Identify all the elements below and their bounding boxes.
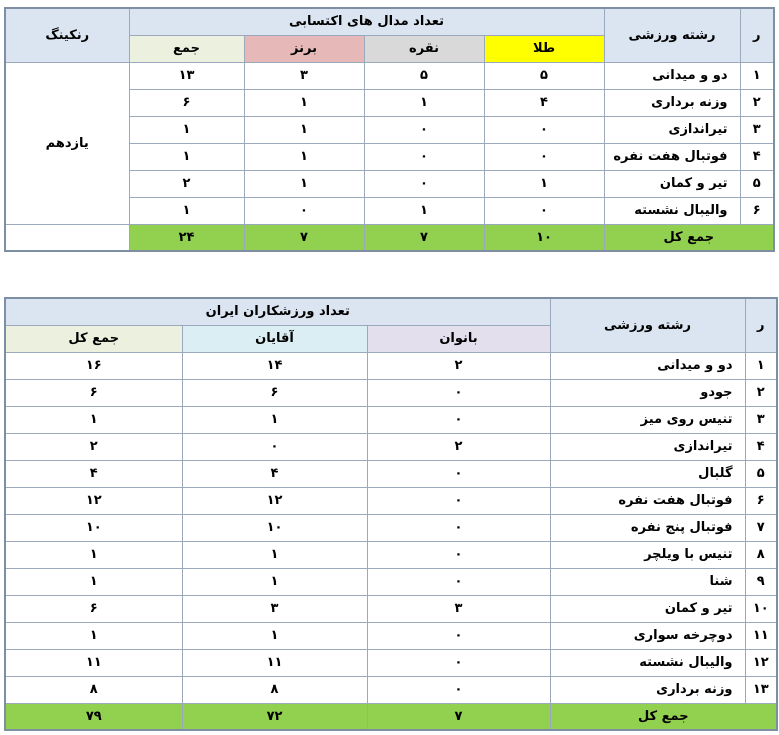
sum-header: جمع xyxy=(129,35,244,62)
sport-name: والیبال نشسته xyxy=(550,649,745,676)
bronze-count: ۱ xyxy=(244,116,364,143)
total-sum: ۲۴ xyxy=(129,224,244,251)
sum-count: ۱ xyxy=(5,541,182,568)
sum-count: ۶ xyxy=(5,595,182,622)
men-count: ۱ xyxy=(182,406,367,433)
sport-name: جودو xyxy=(550,379,745,406)
total-silver: ۷ xyxy=(364,224,484,251)
sport-name: تیر و کمان xyxy=(604,170,740,197)
index-header: ر xyxy=(740,8,774,62)
silver-count: ۵ xyxy=(364,62,484,89)
women-count: ۰ xyxy=(367,541,550,568)
women-count: ۰ xyxy=(367,622,550,649)
medals-group-header: تعداد مدال های اکتسابی xyxy=(129,8,604,35)
sum-count: ۱ xyxy=(5,622,182,649)
sport-name: تنیس روی میز xyxy=(550,406,745,433)
men-count: ۱۴ xyxy=(182,352,367,379)
sport-name: فوتبال هفت نفره xyxy=(604,143,740,170)
total-gold: ۱۰ xyxy=(484,224,604,251)
gold-count: ۰ xyxy=(484,143,604,170)
row-index: ۱ xyxy=(745,352,777,379)
silver-count: ۰ xyxy=(364,143,484,170)
women-count: ۰ xyxy=(367,676,550,703)
women-count: ۲ xyxy=(367,433,550,460)
table-row xyxy=(5,460,777,487)
bronze-count: ۳ xyxy=(244,62,364,89)
table-row xyxy=(5,541,777,568)
sum-count: ۸ xyxy=(5,676,182,703)
women-header: بانوان xyxy=(367,325,550,352)
row-index: ۳ xyxy=(740,116,774,143)
table-row xyxy=(5,514,777,541)
row-index: ۸ xyxy=(745,541,777,568)
sport-name: فوتبال پنج نفره xyxy=(550,514,745,541)
men-count: ۱ xyxy=(182,568,367,595)
men-count: ۸ xyxy=(182,676,367,703)
men-count: ۰ xyxy=(182,433,367,460)
total-sum: ۷۹ xyxy=(5,703,182,730)
women-count: ۰ xyxy=(367,406,550,433)
sum-header: جمع کل xyxy=(5,325,182,352)
silver-header: نقره xyxy=(364,35,484,62)
sum-count: ۱ xyxy=(129,197,244,224)
total-label: جمع کل xyxy=(550,703,777,730)
women-count: ۰ xyxy=(367,460,550,487)
women-count: ۰ xyxy=(367,487,550,514)
women-count: ۲ xyxy=(367,352,550,379)
sum-count: ۱۶ xyxy=(5,352,182,379)
sum-count: ۶ xyxy=(5,379,182,406)
row-index: ۶ xyxy=(745,487,777,514)
row-index: ۶ xyxy=(740,197,774,224)
women-count: ۳ xyxy=(367,595,550,622)
women-count: ۰ xyxy=(367,649,550,676)
row-index: ۳ xyxy=(745,406,777,433)
sport-name: دو و میدانی xyxy=(604,62,740,89)
sum-count: ۱۲ xyxy=(5,487,182,514)
row-index: ۱۲ xyxy=(745,649,777,676)
sum-count: ۴ xyxy=(5,460,182,487)
table-row xyxy=(5,622,777,649)
silver-count: ۰ xyxy=(364,170,484,197)
sum-count: ۱ xyxy=(129,143,244,170)
row-index: ۹ xyxy=(745,568,777,595)
gold-count: ۱ xyxy=(484,170,604,197)
row-index: ۱۰ xyxy=(745,595,777,622)
row-index: ۲ xyxy=(740,89,774,116)
table-row xyxy=(5,568,777,595)
gold-count: ۴ xyxy=(484,89,604,116)
gold-count: ۰ xyxy=(484,116,604,143)
medals-table xyxy=(4,7,775,252)
total-women: ۷ xyxy=(367,703,550,730)
total-bronze: ۷ xyxy=(244,224,364,251)
table-row xyxy=(5,595,777,622)
silver-count: ۱ xyxy=(364,197,484,224)
sport-name: دو و میدانی xyxy=(550,352,745,379)
ranking-value: یازدهم xyxy=(5,62,129,224)
row-index: ۱۳ xyxy=(745,676,777,703)
row-index: ۱ xyxy=(740,62,774,89)
gold-count: ۰ xyxy=(484,197,604,224)
sport-name: دوچرخه سواری xyxy=(550,622,745,649)
sport-name: گلبال xyxy=(550,460,745,487)
row-index: ۵ xyxy=(745,460,777,487)
table-row xyxy=(5,433,777,460)
table-row xyxy=(5,62,774,89)
men-header: آقایان xyxy=(182,325,367,352)
sum-count: ۱۳ xyxy=(129,62,244,89)
sport-name: تیر و کمان xyxy=(550,595,745,622)
index-header: ر xyxy=(745,298,777,352)
athletes-total-row xyxy=(5,703,777,730)
sport-header: رشته ورزشی xyxy=(604,8,740,62)
sum-count: ۱ xyxy=(5,406,182,433)
row-index: ۴ xyxy=(740,143,774,170)
row-index: ۱۱ xyxy=(745,622,777,649)
bronze-count: ۱ xyxy=(244,143,364,170)
table-row xyxy=(5,406,777,433)
sport-header: رشته ورزشی xyxy=(550,298,745,352)
men-count: ۴ xyxy=(182,460,367,487)
row-index: ۴ xyxy=(745,433,777,460)
men-count: ۳ xyxy=(182,595,367,622)
sport-name: تیراندازی xyxy=(550,433,745,460)
sum-count: ۲ xyxy=(5,433,182,460)
ranking-header: رنکینگ xyxy=(5,8,129,62)
table-row xyxy=(5,649,777,676)
sport-name: وزنه برداری xyxy=(604,89,740,116)
gold-count: ۵ xyxy=(484,62,604,89)
sum-count: ۱ xyxy=(129,116,244,143)
sport-name: تیراندازی xyxy=(604,116,740,143)
row-index: ۷ xyxy=(745,514,777,541)
sport-name: وزنه برداری xyxy=(550,676,745,703)
men-count: ۱۱ xyxy=(182,649,367,676)
table-row xyxy=(5,379,777,406)
total-label: جمع کل xyxy=(604,224,774,251)
row-index: ۲ xyxy=(745,379,777,406)
row-index: ۵ xyxy=(740,170,774,197)
sport-name: شنا xyxy=(550,568,745,595)
sum-count: ۲ xyxy=(129,170,244,197)
sport-name: تنیس با ویلچر xyxy=(550,541,745,568)
sport-name: والیبال نشسته xyxy=(604,197,740,224)
men-count: ۱ xyxy=(182,541,367,568)
women-count: ۰ xyxy=(367,379,550,406)
silver-count: ۱ xyxy=(364,89,484,116)
sum-count: ۱۰ xyxy=(5,514,182,541)
sum-count: ۱ xyxy=(5,568,182,595)
women-count: ۰ xyxy=(367,568,550,595)
women-count: ۰ xyxy=(367,514,550,541)
sum-count: ۱۱ xyxy=(5,649,182,676)
men-count: ۱ xyxy=(182,622,367,649)
medals-total-row xyxy=(5,224,774,251)
athletes-table xyxy=(4,297,778,731)
men-count: ۱۰ xyxy=(182,514,367,541)
bronze-count: ۱ xyxy=(244,89,364,116)
athletes-group-header: تعداد ورزشکاران ایران xyxy=(5,298,550,325)
bronze-count: ۱ xyxy=(244,170,364,197)
table-row xyxy=(5,352,777,379)
silver-count: ۰ xyxy=(364,116,484,143)
gold-header: طلا xyxy=(484,35,604,62)
total-ranking-empty xyxy=(5,224,129,251)
sum-count: ۶ xyxy=(129,89,244,116)
bronze-header: برنز xyxy=(244,35,364,62)
table-row xyxy=(5,487,777,514)
table-row xyxy=(5,676,777,703)
men-count: ۶ xyxy=(182,379,367,406)
total-men: ۷۲ xyxy=(182,703,367,730)
bronze-count: ۰ xyxy=(244,197,364,224)
sport-name: فوتبال هفت نفره xyxy=(550,487,745,514)
men-count: ۱۲ xyxy=(182,487,367,514)
